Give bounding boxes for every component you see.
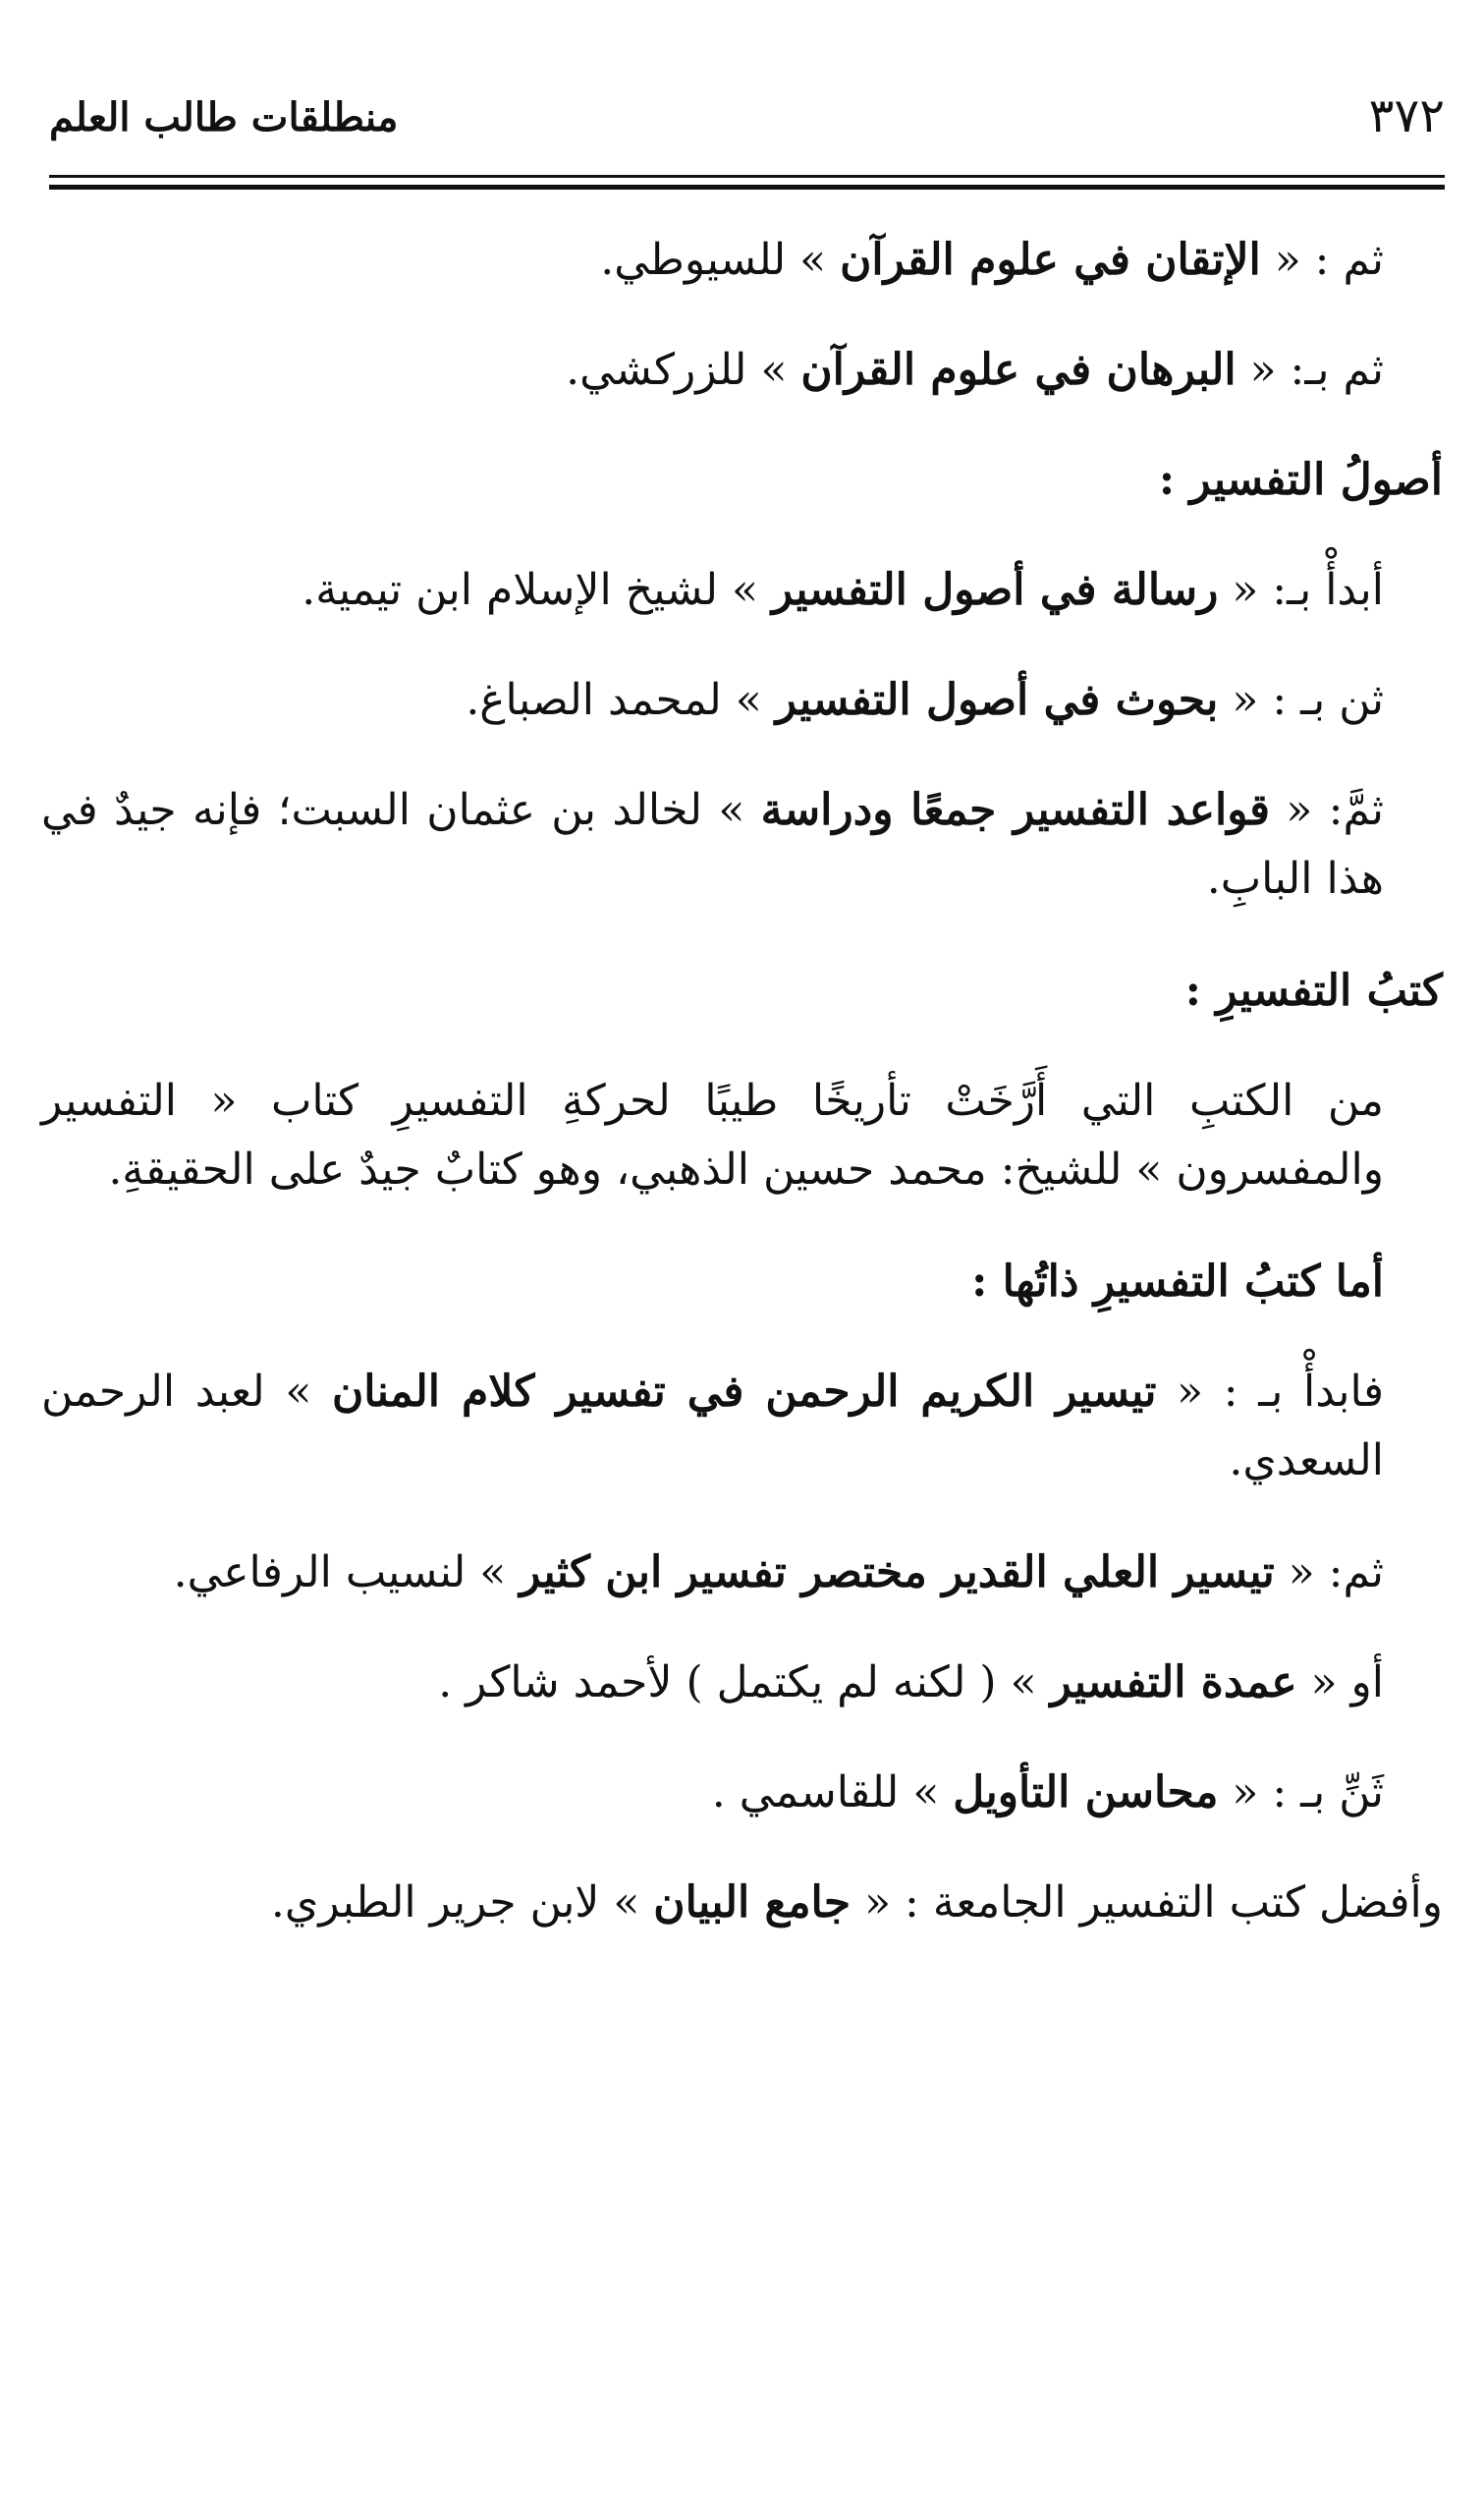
book-title: تيسير العلي القدير مختصر تفسير ابن كثير bbox=[520, 1547, 1275, 1597]
page-body bbox=[41, 226, 1443, 1979]
paragraph-history: من الكتبِ التي أَرَّخَتْ تأريخًا طيبًا لحركةِ التفسيرِ كتاب « التفسير والمفسرون » للشيخ: محمد حسين الذهبي، وهو كتابٌ جيدٌ على الحقيقةِ. bbox=[41, 1076, 1384, 1195]
section-heading-tafsir-books: أما كتبُ التفسيرِ ذاتُها : bbox=[971, 1257, 1384, 1307]
page-header bbox=[49, 88, 1445, 167]
paragraph-itqan: ثم : « الإتقان في علوم القرآن » للسيوطي. bbox=[600, 235, 1384, 285]
paragraph-saadi: فابدأْ بـ : « تيسير الكريم الرحمن في تفسير كلام المنان » لعبد الرحمن السعدي. bbox=[41, 1367, 1384, 1485]
paragraph-qasimi: ثَنِّ بـ : « محاسن التأويل » للقاسمي . bbox=[711, 1767, 1384, 1817]
book-title: رسالة في أصول التفسير bbox=[771, 565, 1219, 615]
book-title: محاسن التأويل bbox=[953, 1767, 1219, 1817]
book-title: البرهان في علوم القرآن bbox=[800, 345, 1237, 395]
header-rule-thick bbox=[49, 185, 1445, 190]
book-title: جامع البيان bbox=[653, 1877, 852, 1928]
section-heading-kutub: كتبُ التفسيرِ : bbox=[1184, 966, 1443, 1016]
paragraph-umdat: أو « عمدة التفسير » ( لكنه لم يكتمل ) لأحمد شاكر . bbox=[438, 1657, 1384, 1707]
header-rule-thin bbox=[49, 175, 1445, 178]
running-title: منطلقات طالب العلم bbox=[49, 94, 399, 140]
book-title: الإتقان في علوم القرآن bbox=[840, 235, 1261, 285]
book-title: عمدة التفسير bbox=[1050, 1657, 1297, 1707]
paragraph-buhuth: ثن بـ : « بحوث في أصول التفسير » لمحمد الصباغ. bbox=[466, 675, 1384, 725]
book-title: تيسير الكريم الرحمن في تفسير كلام المنان bbox=[331, 1367, 1157, 1417]
paragraph-rifai: ثم: « تيسير العلي القدير مختصر تفسير ابن كثير » لنسيب الرفاعي. bbox=[173, 1547, 1384, 1597]
book-title: بحوث في أصول التفسير bbox=[775, 675, 1219, 725]
book-title: قواعد التفسير جمعًا ودراسة bbox=[760, 785, 1271, 835]
page-number: ٣٧٢ bbox=[1368, 88, 1445, 143]
paragraph-qawaid: ثمَّ: « قواعد التفسير جمعًا ودراسة » لخالد بن عثمان السبت؛ فإنه جيدٌ في هذا البابِ. bbox=[41, 785, 1384, 904]
paragraph-risala: أبدأْ بـ: « رسالة في أصول التفسير » لشيخ الإسلام ابن تيمية. bbox=[302, 565, 1384, 615]
paragraph-burhan: ثم بـ: « البرهان في علوم القرآن » للزركشي. bbox=[566, 345, 1384, 395]
paragraph-tabari: وأفضل كتب التفسير الجامعة : « جامع البيان » لابن جرير الطبري. bbox=[270, 1877, 1443, 1928]
section-heading-usul: أصولُ التفسير : bbox=[1158, 455, 1443, 505]
